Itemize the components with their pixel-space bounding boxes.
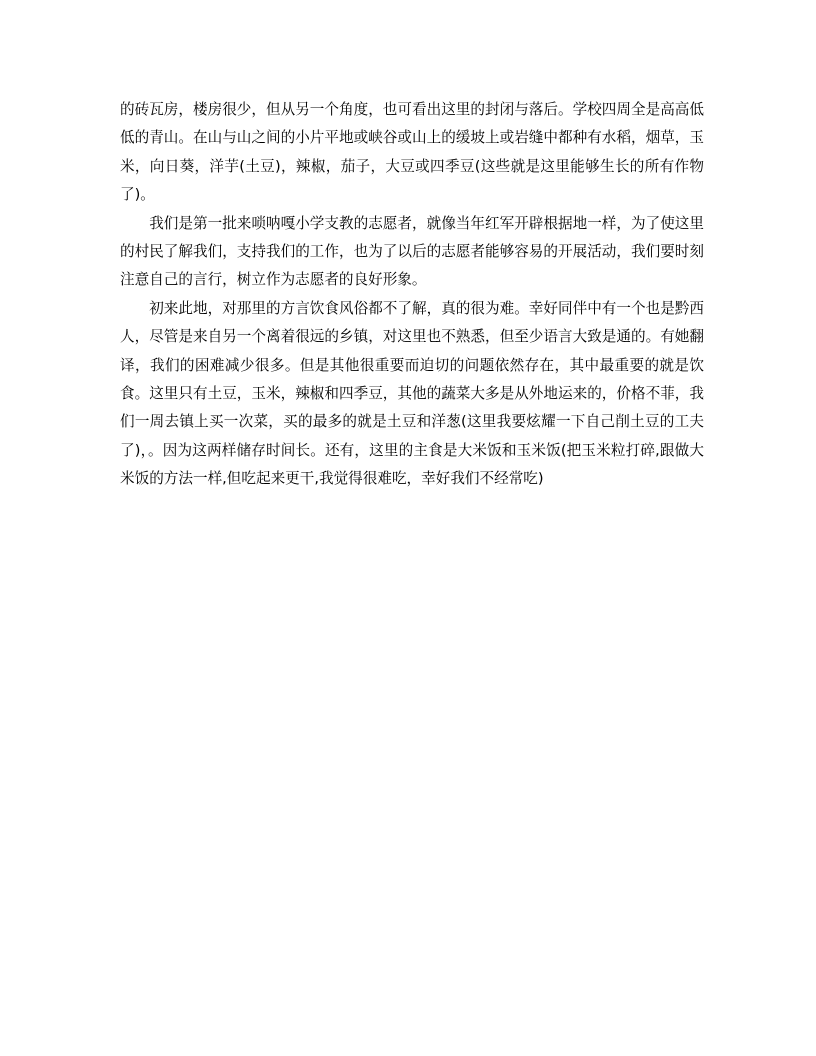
paragraph-1: 的砖瓦房，楼房很少，但从另一个角度，也可看出这里的封闭与落后。学校四周全是高高低低的青山。在山与山之间的小片平地或峡谷或山上的缓坡上或岩缝中都种有水稻，烟草，玉米，向日葵，洋芋(土豆)，辣椒，茄子，大豆或四季豆(这些就是这里能够生长的所有作物了)。 bbox=[120, 101, 704, 204]
document-body bbox=[120, 96, 704, 494]
paragraph-3: 初来此地，对那里的方言饮食风俗都不了解，真的很为难。幸好同伴中有一个也是黔西人，尽管是来自另一个离着很远的乡镇，对这里也不熟悉，但至少语言大致是通的。有她翻译，我们的困难减少很多。但是其他很重要而迫切的问题依然存在，其中最重要的就是饮食。这里只有土豆，玉米，辣椒和四季豆，其他的蔬菜大多是从外地运来的，价格不菲，我们一周去镇上买一次菜，买的最多的就是土豆和洋葱(这里我要炫耀一下自己削土豆的工夫了)，。因为这两样储存时间长。还有，这里的主食是大米饭和玉米饭(把玉米粒打碎,跟做大米饭的方法一样,但吃起来更干,我觉得很难吃，幸好我们不经常吃) bbox=[120, 299, 704, 488]
paragraph-2: 我们是第一批来唢呐嘎小学支教的志愿者，就像当年红军开辟根据地一样，为了使这里的村民了解我们，支持我们的工作，也为了以后的志愿者能够容易的开展活动，我们要时刻注意自己的言行，树立作为志愿者的良好形象。 bbox=[120, 214, 704, 289]
